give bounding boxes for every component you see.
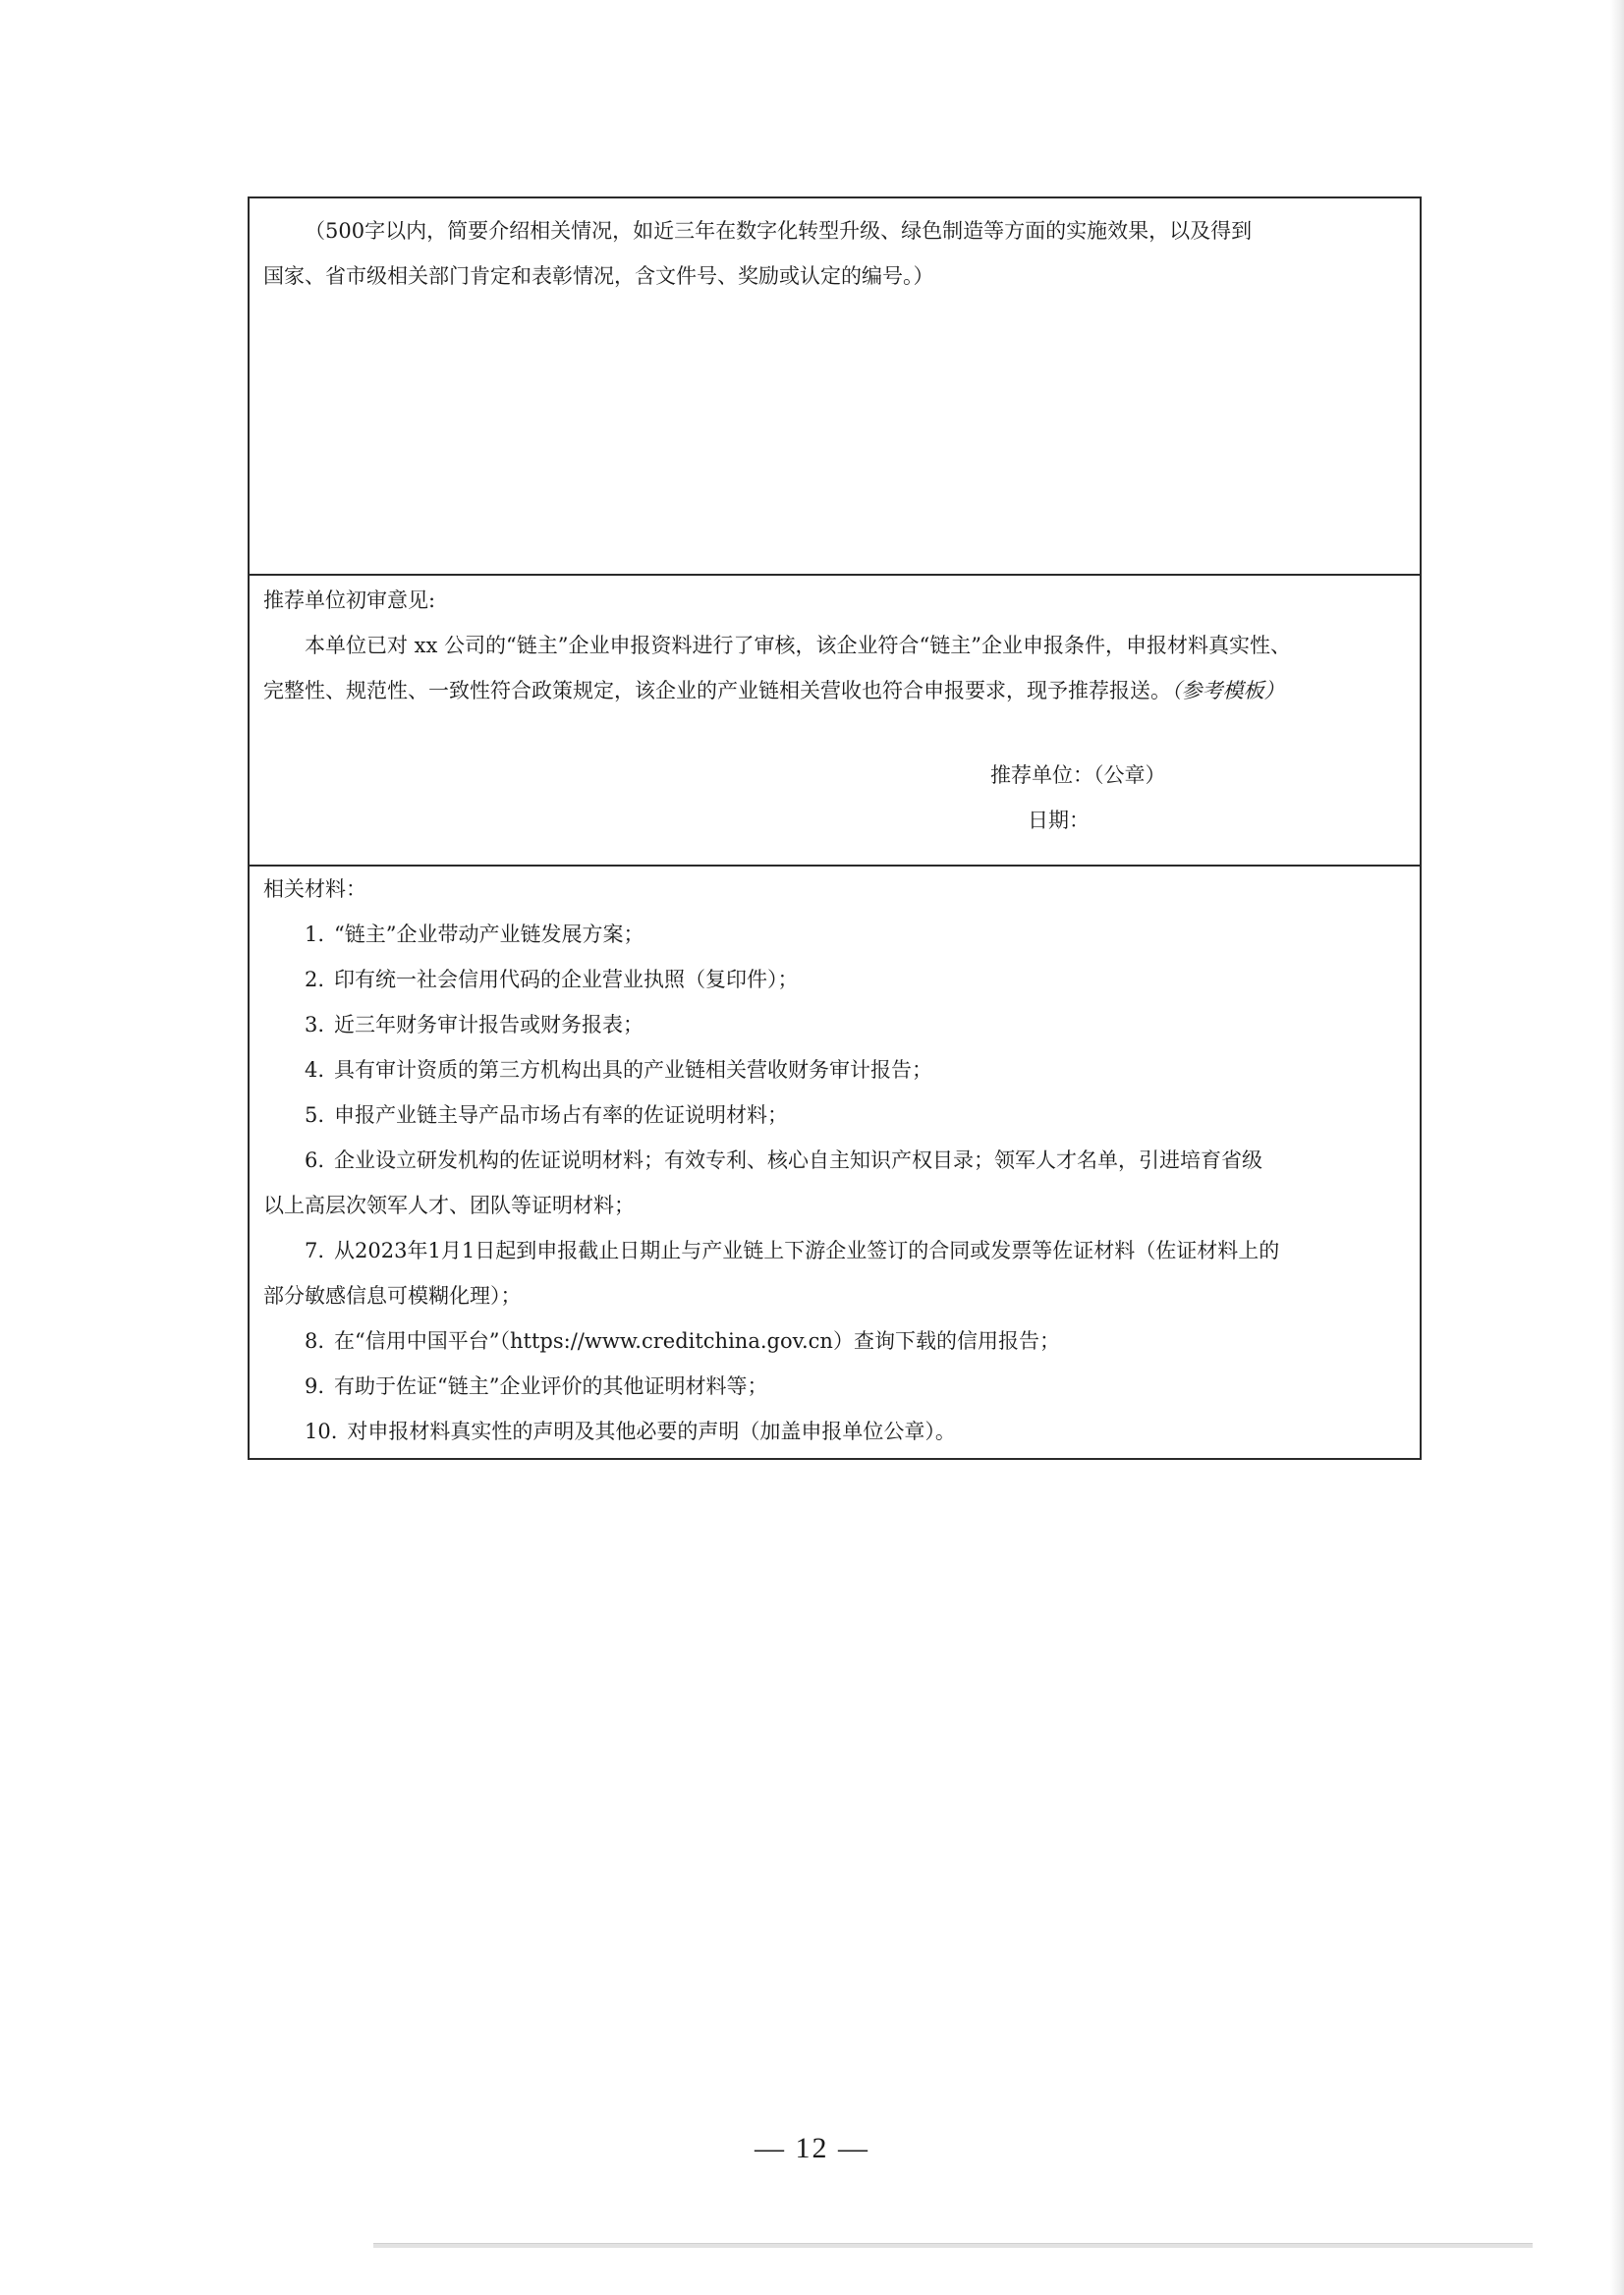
material-item-text: 对申报材料真实性的声明及其他必要的声明（加盖申报单位公章）。: [347, 1420, 956, 1443]
opinion-row: [249, 575, 1421, 866]
material-item-number: 9.: [305, 1374, 325, 1398]
materials-label: 相关材料：: [263, 877, 366, 901]
material-item-text: 从2023年1月1日起到申报截止日期止与产业链上下游企业签订的合同或发票等佐证材料（佐证材料上的: [334, 1239, 1280, 1262]
material-item-continuation: 部分敏感信息可模糊化理）；: [263, 1284, 522, 1308]
intro-instruction-line2: 国家、省市级相关部门肯定和表彰情况，含文件号、奖励或认定的编号。）: [263, 264, 934, 288]
opinion-template-note: （参考模板）: [1171, 679, 1285, 702]
material-item-text: 近三年财务审计报告或财务报表；: [334, 1013, 644, 1036]
material-item: [263, 1318, 1406, 1364]
scan-edge-bottom: [373, 2243, 1533, 2248]
material-item: [263, 1092, 1406, 1138]
application-form-table: [248, 196, 1422, 1460]
opinion-cell: [249, 575, 1421, 866]
material-item: [263, 957, 1406, 1002]
material-item-number: 5.: [305, 1103, 325, 1127]
material-item-text: “链主”企业带动产业链发展方案；: [334, 923, 644, 946]
sign-date: 日期：: [1028, 809, 1090, 832]
material-item-text: 企业设立研发机构的佐证说明材料；有效专利、核心自主知识产权目录；领军人才名单，引进培育省级: [334, 1148, 1263, 1172]
materials-row: [249, 866, 1421, 1459]
opinion-body-line2: 完整性、规范性、一致性符合政策规定，该企业的产业链相关营收也符合申报要求，现予推荐报送。: [263, 679, 1171, 702]
material-item: [263, 1409, 1406, 1454]
material-item: [263, 1138, 1406, 1183]
material-item-number: 10.: [305, 1420, 338, 1443]
material-item-text: 具有审计资质的第三方机构出具的产业链相关营收财务审计报告；: [334, 1058, 933, 1082]
opinion-body-line2-wrap: [263, 668, 1406, 713]
material-item-text: 有助于佐证“链主”企业评价的其他证明材料等；: [334, 1374, 768, 1398]
materials-cell: [249, 866, 1421, 1459]
material-item-number: 8.: [305, 1329, 325, 1353]
material-item-text: 申报产业链主导产品市场占有率的佐证说明材料；: [334, 1103, 789, 1127]
intro-cell: [249, 197, 1421, 575]
material-item-number: 1.: [305, 923, 325, 946]
opinion-body-line1: 本单位已对 xx 公司的“链主”企业申报资料进行了审核，该企业符合“链主”企业申报条件，申报材料真实性、: [305, 634, 1291, 657]
material-item-text: 印有统一社会信用代码的企业营业执照（复印件）；: [334, 968, 799, 991]
intro-row: [249, 197, 1421, 575]
material-item-number: 6.: [305, 1148, 325, 1172]
material-item-text: 在“信用中国平台”（https://www.creditchina.gov.cn）查询下载的信用报告；: [334, 1329, 1060, 1353]
material-item-number: 2.: [305, 968, 325, 991]
material-item: [263, 1047, 1406, 1092]
material-item: [263, 1364, 1406, 1409]
material-item-number: 4.: [305, 1058, 325, 1082]
material-item: [263, 1228, 1406, 1273]
material-item: [263, 912, 1406, 957]
signature-block: [263, 753, 1406, 843]
material-item-continuation: 以上高层次领军人才、团队等证明材料；: [263, 1194, 635, 1217]
scan-edge-right: [1610, 0, 1624, 2295]
sign-unit: 推荐单位：（公章）: [990, 763, 1166, 787]
page-number: — 12 —: [755, 2132, 869, 2164]
material-item: [263, 1002, 1406, 1047]
material-item-number: 3.: [305, 1013, 325, 1036]
materials-list: [263, 912, 1406, 1454]
intro-instruction-line1: （500字以内，简要介绍相关情况，如近三年在数字化转型升级、绿色制造等方面的实施效果，以及得到: [305, 219, 1253, 243]
material-item-number: 7.: [305, 1239, 325, 1262]
opinion-label: 推荐单位初审意见:: [263, 588, 436, 612]
